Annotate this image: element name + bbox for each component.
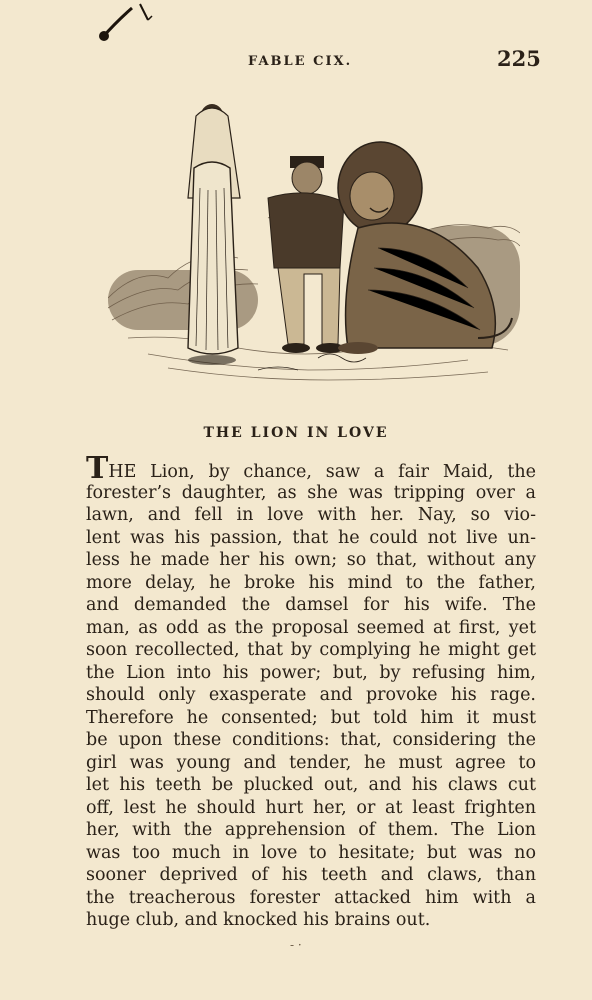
text-line-14: girl was young and tender, he must agree to	[86, 752, 536, 773]
text-line-4: lent was his passion, that he could not live un-	[86, 527, 536, 548]
text-line-6: more delay, he broke his mind to the father,	[86, 572, 536, 593]
maiden-figure	[188, 104, 240, 365]
ink-pen-mark	[96, 0, 176, 50]
text-line-2: forester’s daughter, as she was tripping over a	[86, 482, 536, 503]
fable-text	[86, 451, 536, 932]
text-line-19: sooner deprived of his teeth and claws, than	[86, 865, 536, 885]
text-line-17: her, with the apprehension of them. The Lion	[86, 820, 536, 840]
text-line-21: huge club, and knocked his brains out.	[86, 910, 431, 930]
page-header	[0, 46, 592, 76]
text-line-8: man, as odd as the proposal seemed at first, yet	[86, 617, 536, 638]
text-line-7: and demanded the damsel for his wife. The	[86, 595, 536, 615]
page-number: 225	[497, 46, 541, 71]
text-line-20: the treacherous forester attacked him with a	[86, 887, 536, 908]
running-head: FABLE CIX.	[248, 54, 353, 69]
text-line-10: the Lion into his power; but, by refusing him,	[86, 662, 536, 683]
text-line-1: THE Lion, by chance, saw a fair Maid, the	[86, 451, 536, 486]
text-line-9: soon recollected, that by complying he might get	[86, 640, 536, 660]
woodcut-illustration	[108, 98, 520, 388]
text-line-3: lawn, and fell in love with her. Nay, so vio-	[86, 505, 536, 525]
text-line-12: Therefore he consented; but told him it must	[86, 707, 536, 728]
text-line-18: was too much in love to hesitate; but was no	[86, 842, 536, 863]
footer-mark: - ·	[290, 938, 302, 952]
text-line-16: off, lest he should hurt her, or at least frighten	[86, 797, 536, 818]
text-line-5: less he made her his own; so that, without any	[86, 550, 536, 570]
fable-title: THE LION IN LOVE	[203, 425, 389, 441]
text-line-15: let his teeth be plucked out, and his claws cut	[86, 775, 536, 795]
forester-figure	[268, 156, 344, 353]
text-line-13: be upon these conditions: that, considering the	[86, 730, 536, 750]
text-line-11: should only exasperate and provoke his rage.	[86, 685, 536, 705]
drop-cap: T	[86, 451, 109, 486]
